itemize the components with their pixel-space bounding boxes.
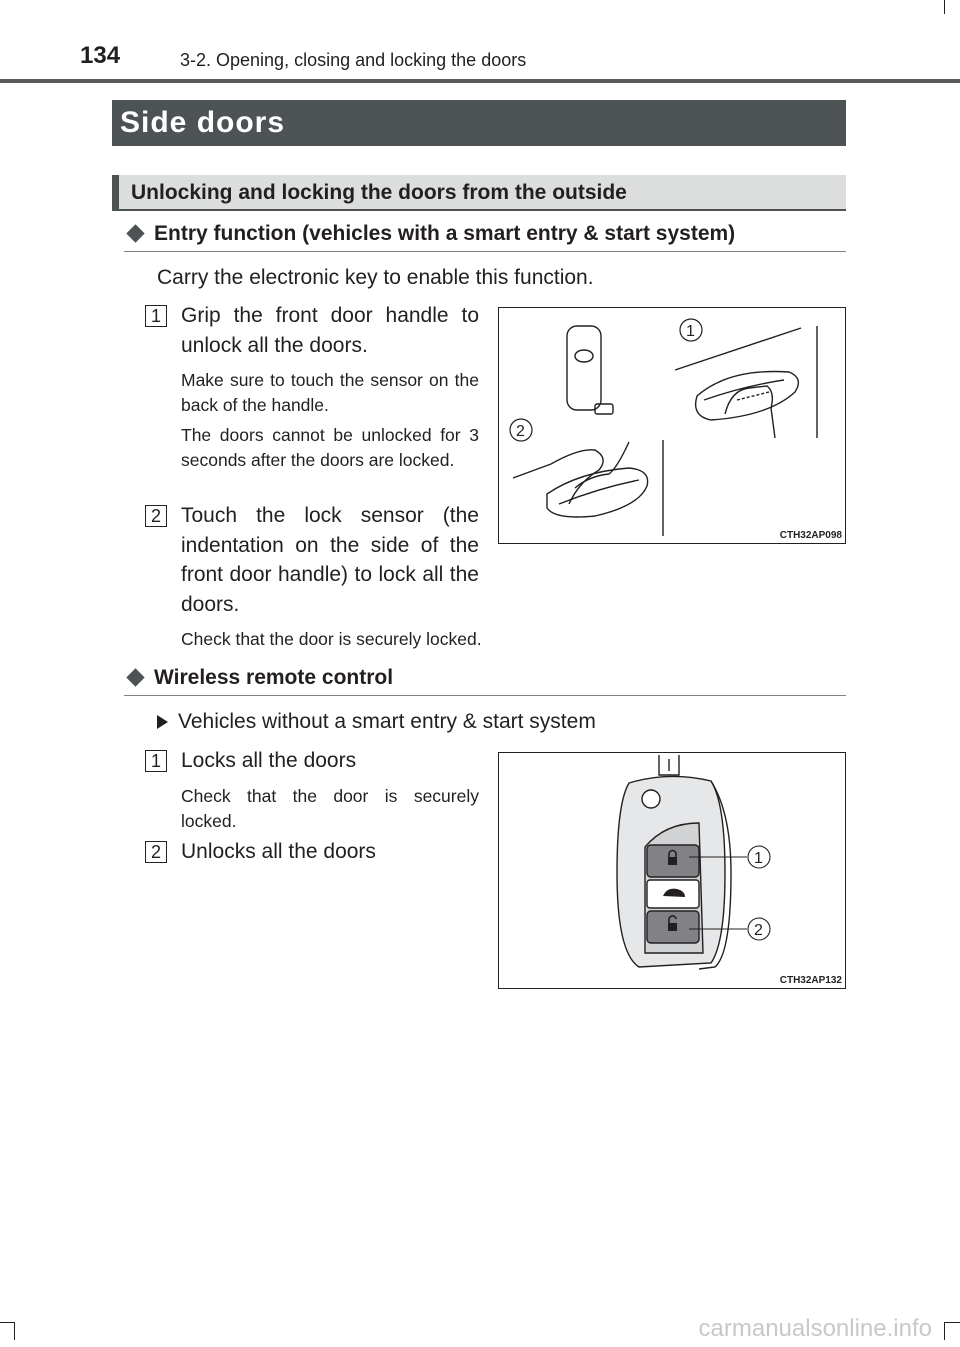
crop-mark: [14, 1322, 15, 1340]
crop-mark: [945, 1322, 960, 1323]
wireless-remote-heading: [124, 663, 846, 696]
page-number: 134: [80, 42, 121, 69]
remote-key-illustration: [499, 753, 845, 988]
variant-text: Vehicles without a smart entry & start system: [178, 710, 596, 733]
watermark: carmanualsonline.info: [698, 1315, 932, 1342]
entry-intro: Carry the electronic key to enable this function.: [157, 266, 594, 289]
step-note: Check that the door is securely locked.: [181, 629, 482, 649]
step-number: 2: [145, 505, 167, 527]
step-number: 1: [145, 750, 167, 772]
figure-callout: 1: [686, 323, 695, 340]
header-rule: [0, 79, 960, 83]
wireless-remote-figure: [498, 752, 846, 989]
step-number: 2: [145, 841, 167, 863]
crop-mark: [0, 1322, 14, 1323]
step-text: Touch the lock sensor (the indentation on the side of the front door handle) to lock all the doors.: [181, 504, 479, 616]
figure-code: CTH32AP132: [779, 975, 842, 986]
entry-function-heading-text: Entry function (vehicles with a smart entry & start system): [154, 222, 736, 245]
step-text: Unlocks all the doors: [181, 840, 376, 863]
diamond-bullet-icon: [126, 668, 144, 686]
wireless-remote-heading-text: Wireless remote control: [154, 666, 394, 689]
door-handle-illustration: [499, 308, 845, 543]
diamond-bullet-icon: [126, 224, 144, 242]
step-note: Check that the door is securely locked.: [181, 786, 479, 831]
step-text: Locks all the doors: [181, 749, 357, 772]
lock-icon: [668, 857, 677, 865]
chapter-title: 3-2. Opening, closing and locking the doors: [180, 50, 527, 70]
figure-code: CTH32AP098: [779, 530, 842, 541]
figure-callout: 1: [754, 850, 763, 867]
step-note: The doors cannot be unlocked for 3 seconds after the doors are locked.: [181, 425, 479, 470]
crop-mark: [944, 1322, 945, 1340]
variant-label: [157, 707, 596, 737]
figure-callout: 2: [516, 423, 525, 440]
figure-callout: 2: [754, 922, 763, 939]
unlock-icon: [668, 923, 677, 931]
smart-key-icon: [567, 326, 601, 410]
step-number: 1: [145, 305, 167, 327]
entry-function-heading: [124, 219, 846, 252]
step-text: Grip the front door handle to unlock all the doors.: [181, 304, 479, 357]
triangle-bullet-icon: [157, 715, 168, 729]
entry-function-figure: [498, 307, 846, 544]
section-title: Side doors: [112, 100, 846, 146]
subsection-title: Unlocking and locking the doors from the outside: [112, 175, 846, 211]
step-note: Make sure to touch the sensor on the back of the handle.: [181, 370, 479, 415]
crop-mark: [944, 0, 945, 14]
